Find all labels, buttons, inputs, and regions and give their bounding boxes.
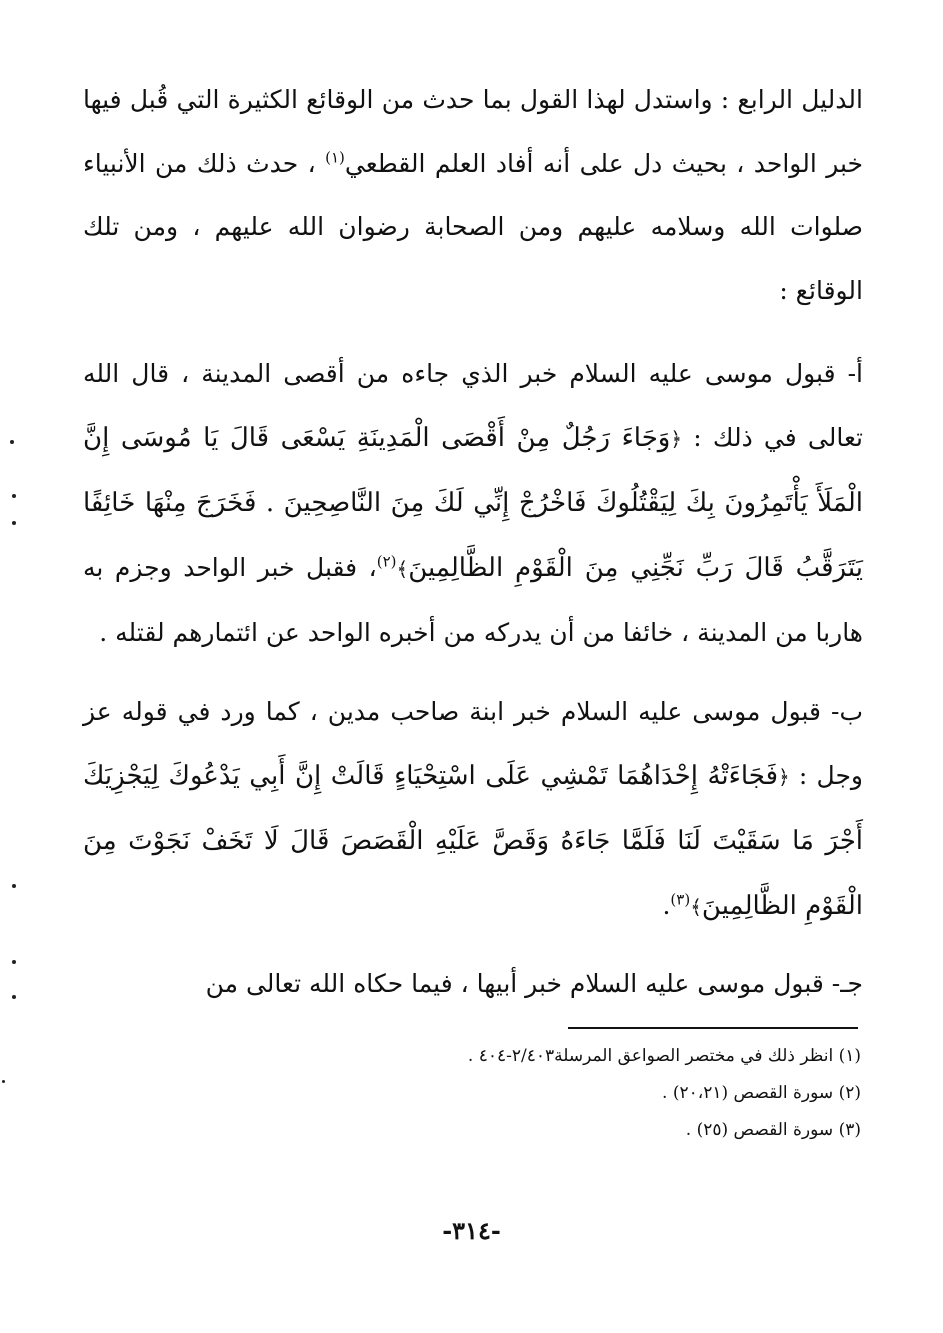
quran-verse: فَجَاءَتْهُ إِحْدَاهُمَا تَمْشِي عَلَى اسْتِحْيَاءٍ قَالَتْ إِنَّ أَبِي يَدْعُوكَ لِيَجْزِيَكَ أَجْرَ مَا سَقَيْتَ لَنَا فَلَمَّا جَاءَهُ وَقَصَّ عَلَيْهِ الْقَصَصَ قَالَ لَا تَخَفْ نَجَوْتَ مِنَ الْقَوْمِ الظَّالِمِينَ [83, 760, 863, 921]
footnote-2: (٢) سورة القصص (٢٠،٢١) . [662, 1083, 861, 1103]
scan-speck [12, 995, 16, 999]
paragraph-text: ، فقبل خبر الواحد وجزم به هاربا من المدينة ، خائفا من أن يدركه من أخبره الواحد عن ائتمارهم لقتله . [83, 552, 863, 647]
scan-speck [12, 960, 16, 964]
ornate-open-bracket: ﴿ [670, 426, 683, 451]
scan-speck [10, 440, 14, 444]
paragraph-evidence-four [83, 68, 863, 322]
footnote-1: (١) انظر ذلك في مختصر الصواعق المرسلة٢/٤٠٣-٤٠٤ . [467, 1046, 861, 1066]
ornate-close-bracket: ﴾ [396, 556, 409, 581]
footnote-ref-3: (٣) [670, 890, 691, 909]
quran-verse: وَجَاءَ رَجُلٌ مِنْ أَقْصَى الْمَدِينَةِ يَسْعَى قَالَ يَا مُوسَى إِنَّ الْمَلَأَ يَأْتَمِرُونَ بِكَ لِيَقْتُلُوكَ فَاخْرُجْ إِنِّي لَكَ مِنَ النَّاصِحِينَ . فَخَرَجَ مِنْهَا خَائِفًا يَتَرَقَّبُ قَالَ رَبِّ نَجِّنِي مِنَ الْقَوْمِ الظَّالِمِينَ [83, 422, 863, 583]
footnote-ref-2: (٢) [376, 552, 397, 571]
paragraph-item-b [83, 680, 863, 939]
footnote-ref-1: (١) [325, 148, 345, 167]
paragraph-text: الدليل الرابع : واستدل لهذا القول بما حدث من الوقائع الكثيرة التي قُبل فيها خبر الواحد ، بحيث دل على أنه أفاد العلم القطعي [83, 85, 863, 178]
scan-speck [2, 1080, 5, 1083]
page-number: -٣١٤- [442, 1216, 501, 1245]
paragraph-text: ، حدث ذلك من الأنبياء صلوات الله وسلامه عليهم ومن الصحابة رضوان الله عليهم ، ومن تلك الوقائع : [83, 148, 863, 305]
footnote-3: (٣) سورة القصص (٢٥) . [685, 1120, 861, 1140]
paragraph-text: أ- قبول موسى عليه السلام خبر الذي جاءه من أقصى المدينة ، قال الله تعالى في ذلك : [83, 359, 863, 452]
scan-speck [12, 521, 16, 525]
footnotes [361, 1038, 861, 1149]
ornate-open-bracket: ﴿ [778, 764, 790, 789]
footnote-separator [568, 1027, 858, 1029]
paragraph-item-c [83, 952, 863, 1016]
ornate-close-bracket: ﴾ [690, 894, 702, 919]
scan-speck [12, 494, 16, 498]
paragraph-text: . [662, 890, 671, 920]
scan-speck [12, 884, 16, 888]
paragraph-text: جـ- قبول موسى عليه السلام خبر أبيها ، فيما حكاه الله تعالى من [205, 969, 863, 998]
paragraph-item-a [83, 342, 863, 665]
paragraph-text: ب- قبول موسى عليه السلام خبر ابنة صاحب مدين ، كما ورد في قوله عز وجل : [83, 697, 863, 790]
